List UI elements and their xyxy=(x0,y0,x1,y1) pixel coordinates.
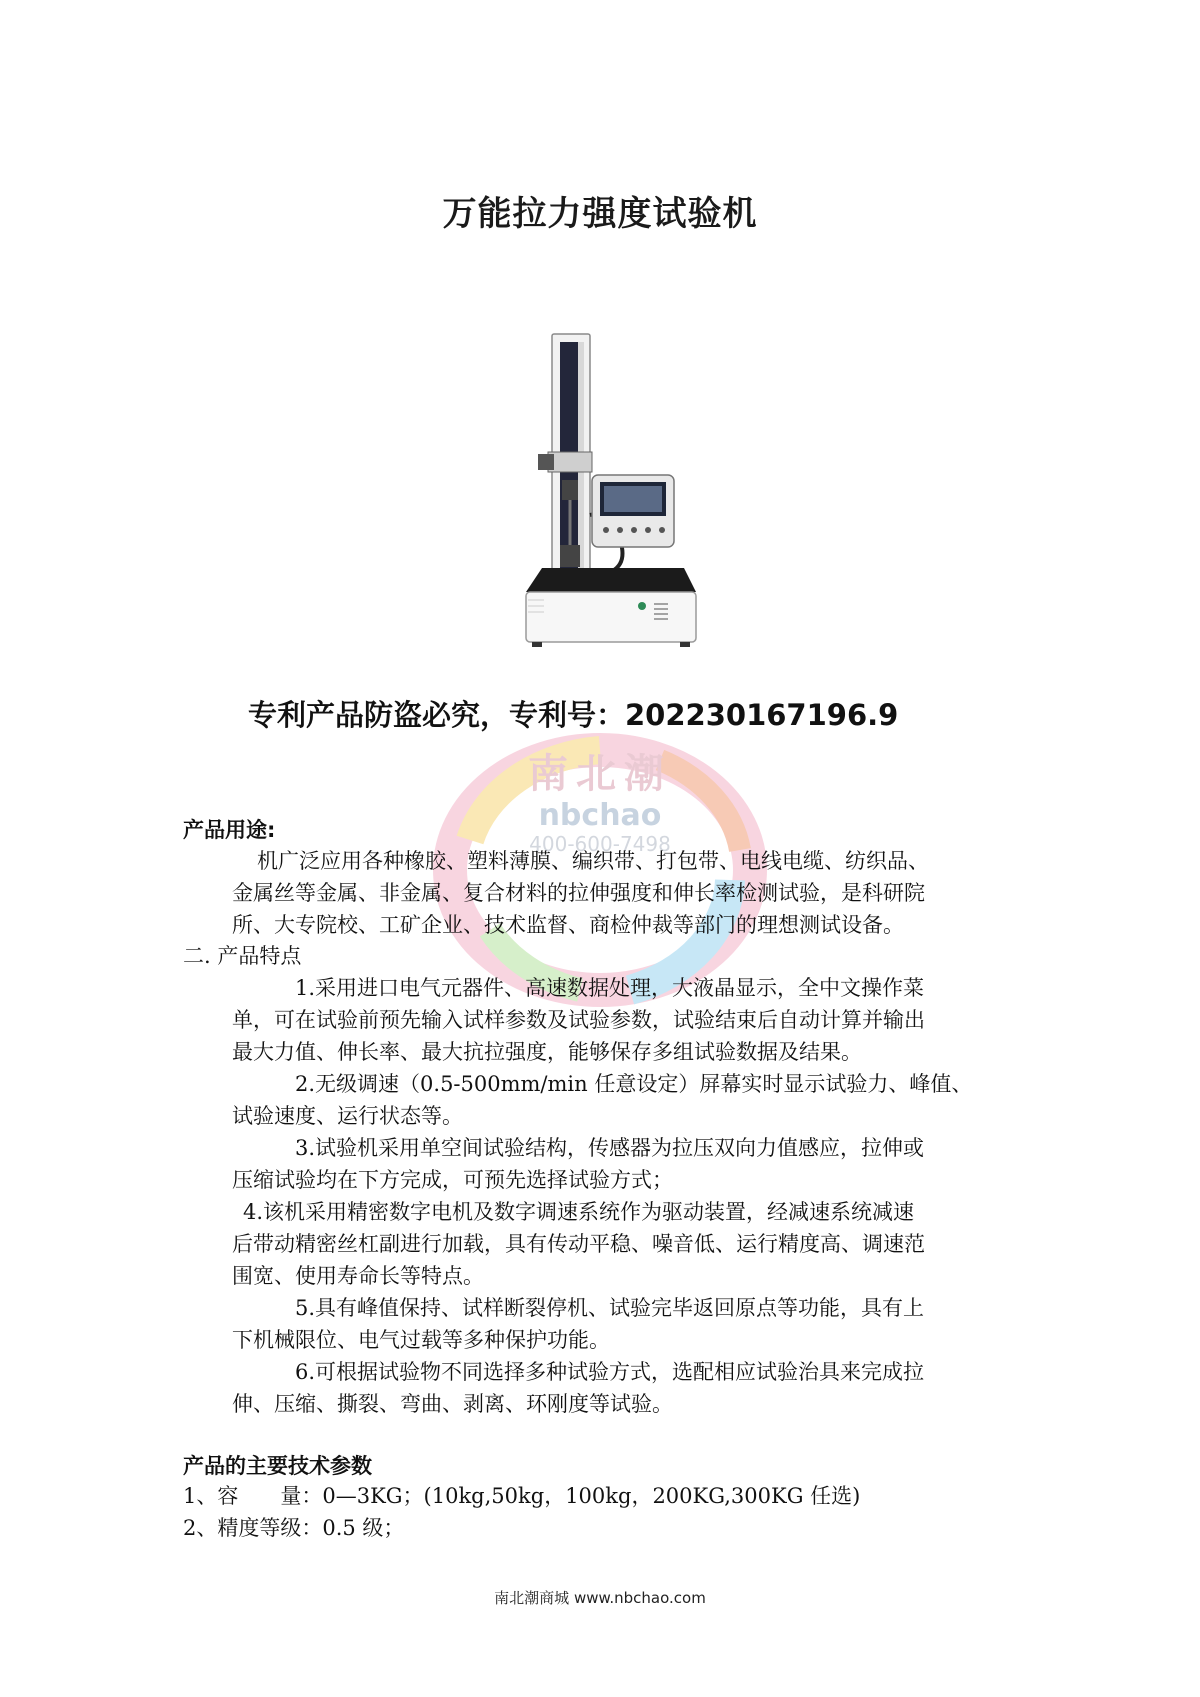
feature-line: 最大力值、伸长率、最大抗拉强度，能够保存多组试验数据及结果。 xyxy=(232,1040,862,1064)
feature-line: 伸、压缩、撕裂、弯曲、剥离、环刚度等试验。 xyxy=(232,1392,673,1416)
feature-line: 5.具有峰值保持、试样断裂停机、试验完毕返回原点等功能，具有上 xyxy=(295,1296,925,1320)
feature-line: 6.可根据试验物不同选择多种试验方式，选配相应试验治具来完成拉 xyxy=(295,1360,925,1384)
spec-line: 1、容 量：0—3KG；(10kg,50kg，100kg，200KG,300KG 任选) xyxy=(183,1484,861,1508)
product-image xyxy=(520,330,700,660)
page-title: 万能拉力强度试验机 xyxy=(442,194,758,234)
feature-line: 压缩试验均在下方完成，可预先选择试验方式； xyxy=(232,1168,673,1192)
spec-line: 2、精度等级：0.5 级； xyxy=(183,1516,405,1540)
usage-line: 金属丝等金属、非金属、复合材料的拉伸强度和伸长率检测试验，是科研院 xyxy=(232,881,925,905)
feature-line: 3.试验机采用单空间试验结构，传感器为拉压双向力值感应，拉伸或 xyxy=(295,1136,925,1160)
feature-line: 试验速度、运行状态等。 xyxy=(232,1104,463,1128)
usage-line: 所、大专院校、工矿企业、技术监督、商检仲裁等部门的理想测试设备。 xyxy=(232,913,904,937)
usage-line: 机广泛应用各种橡胶、塑料薄膜、编织带、打包带、电线电缆、纺织品、 xyxy=(257,849,929,873)
watermark-site: nbchao xyxy=(538,798,662,833)
usage-heading: 产品用途: xyxy=(183,818,276,842)
feature-line: 4.该机采用精密数字电机及数字调速系统作为驱动装置，经减速系统减速 xyxy=(243,1200,915,1224)
watermark-phone: 400-600-7498 xyxy=(529,832,671,856)
feature-line: 围宽、使用寿命长等特点。 xyxy=(232,1264,484,1288)
footer: 南北潮商城 www.nbchao.com xyxy=(494,1589,706,1607)
feature-line: 下机械限位、电气过载等多种保护功能。 xyxy=(232,1328,610,1352)
patent-notice: 专利产品防盗必究，专利号：202230167196.9 xyxy=(248,698,899,732)
specs-heading: 产品的主要技术参数 xyxy=(183,1454,372,1478)
watermark-brand: 南北潮 xyxy=(528,751,672,797)
feature-line: 1.采用进口电气元器件、高速数据处理，大液晶显示，全中文操作菜 xyxy=(295,976,925,1000)
features-heading: 二. 产品特点 xyxy=(183,944,302,968)
feature-line: 2.无级调速（0.5-500mm/min 任意设定）屏幕实时显示试验力、峰值、 xyxy=(295,1072,973,1096)
feature-line: 后带动精密丝杠副进行加载，具有传动平稳、噪音低、运行精度高、调速范 xyxy=(232,1232,925,1256)
feature-line: 单，可在试验前预先输入试样参数及试验参数，试验结束后自动计算并输出 xyxy=(232,1008,925,1032)
